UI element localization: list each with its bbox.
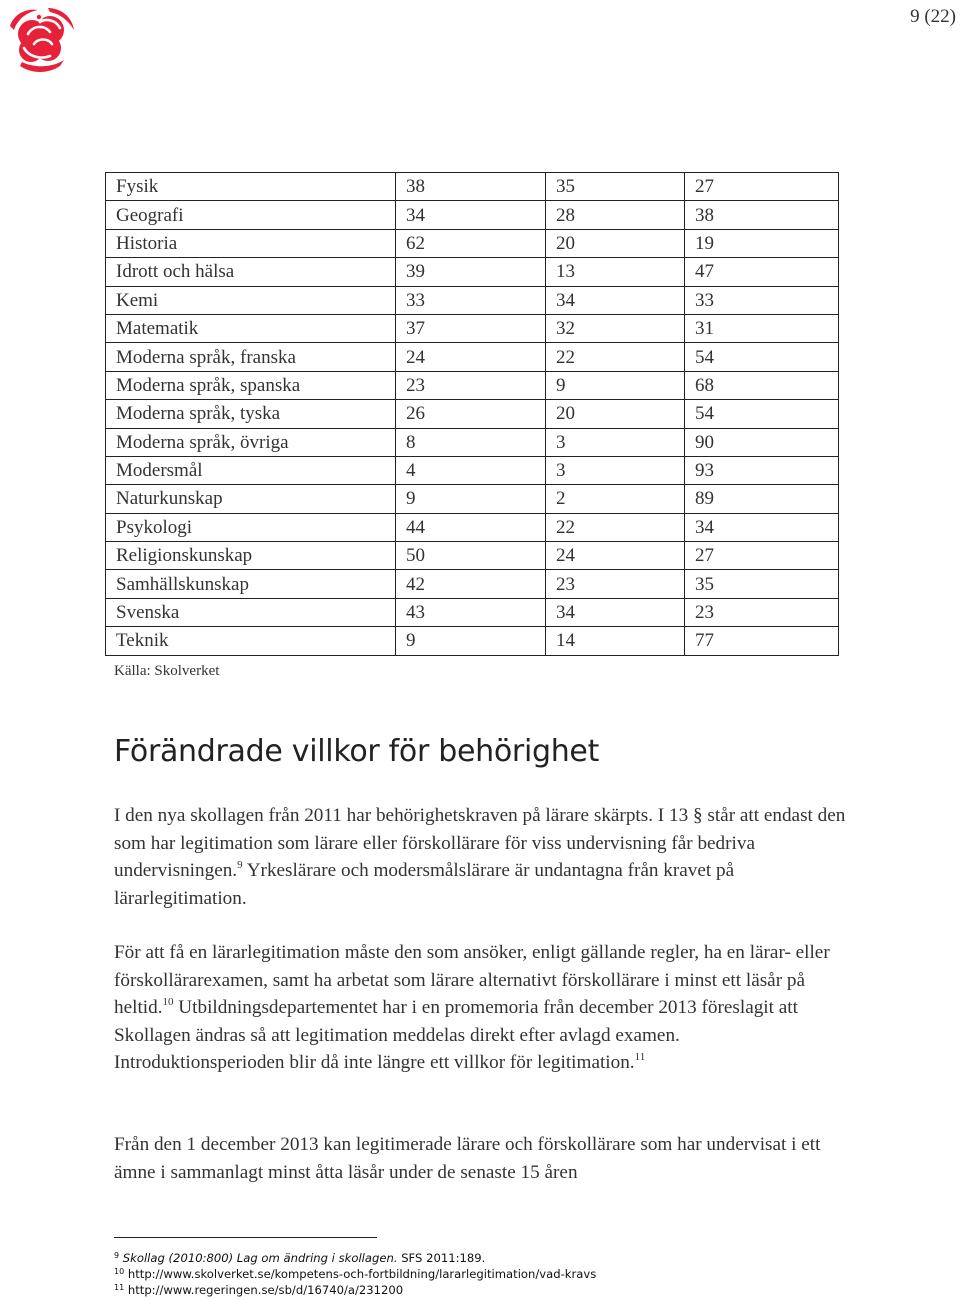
- value-cell: 34: [546, 598, 685, 626]
- subject-cell: Naturkunskap: [106, 485, 396, 513]
- subject-cell: Kemi: [106, 286, 396, 314]
- paragraph-2: För att få en lärarlegitimation måste den som ansöker, enligt gällande regler, ha en lärar- eller förskollärarexamen, samt ha arbetat som lärare alternativt förskollärare i minst ett läsår på heltid.$^{10}$ Utbildningsdepartementet har i en promemoria från december 2013 föreslagit att Skollagen ändras så att legitimation meddelas direkt efter avlagd examen. Introduktionsperioden blir då inte längre ett villkor för legitimation.$^{11}$: [114, 942, 830, 1073]
- subject-cell: Moderna språk, tyska: [106, 400, 396, 428]
- value-cell: 13: [546, 258, 685, 286]
- table-source: Källa: Skolverket: [114, 663, 220, 679]
- value-cell: 20: [546, 229, 685, 257]
- value-cell: 32: [546, 314, 685, 342]
- value-cell: 23: [685, 598, 839, 626]
- table-row: [106, 371, 839, 399]
- value-cell: 43: [396, 598, 546, 626]
- footnote-item: $^9$ Skollag (2010:800) Lag om ändring i skollagen. SFS 2011:189.: [114, 1251, 486, 1265]
- value-cell: 54: [685, 343, 839, 371]
- table-row: [106, 570, 839, 598]
- table-row: [106, 598, 839, 626]
- value-cell: 8: [396, 428, 546, 456]
- value-cell: 3: [546, 456, 685, 484]
- table-row: [106, 286, 839, 314]
- footnote-link: http://www.regeringen.se/sb/d/16740/a/231200: [127, 1283, 404, 1297]
- value-cell: 24: [546, 542, 685, 570]
- value-cell: 3: [546, 428, 685, 456]
- table-row: [106, 485, 839, 513]
- table-row: [106, 428, 839, 456]
- value-cell: 26: [396, 400, 546, 428]
- section-heading: Förändrade villkor för behörighet: [114, 734, 600, 769]
- value-cell: 93: [685, 456, 839, 484]
- value-cell: 2: [546, 485, 685, 513]
- value-cell: 77: [685, 627, 839, 655]
- value-cell: 28: [546, 201, 685, 229]
- table-row: [106, 229, 839, 257]
- value-cell: 68: [685, 371, 839, 399]
- subject-cell: Samhällskunskap: [106, 570, 396, 598]
- value-cell: 23: [396, 371, 546, 399]
- value-cell: 20: [546, 400, 685, 428]
- value-cell: 35: [685, 570, 839, 598]
- value-cell: 22: [546, 343, 685, 371]
- value-cell: 39: [396, 258, 546, 286]
- value-cell: 50: [396, 542, 546, 570]
- subject-cell: Svenska: [106, 598, 396, 626]
- table-row: [106, 343, 839, 371]
- value-cell: 24: [396, 343, 546, 371]
- value-cell: 38: [685, 201, 839, 229]
- value-cell: 38: [396, 173, 546, 201]
- subject-cell: Psykologi: [106, 513, 396, 541]
- value-cell: 31: [685, 314, 839, 342]
- footnote-ref-10: 10: [162, 996, 174, 1008]
- value-cell: 19: [685, 229, 839, 257]
- value-cell: 37: [396, 314, 546, 342]
- subject-cell: Idrott och hälsa: [106, 258, 396, 286]
- subject-cell: Moderna språk, övriga: [106, 428, 396, 456]
- value-cell: 9: [546, 371, 685, 399]
- value-cell: 34: [546, 286, 685, 314]
- value-cell: 35: [546, 173, 685, 201]
- subject-cell: Modersmål: [106, 456, 396, 484]
- value-cell: 47: [685, 258, 839, 286]
- value-cell: 22: [546, 513, 685, 541]
- page-number: 9 (22): [910, 6, 956, 27]
- rose-logo-icon: [4, 4, 78, 78]
- subject-cell: Religionskunskap: [106, 542, 396, 570]
- table-row: [106, 456, 839, 484]
- table-row: [106, 201, 839, 229]
- paragraph-1: I den nya skollagen från 2011 har behörighetskraven på lärare skärpts. I 13 § står att endast den som har legitimation som lärare eller förskollärare för viss undervisning får bedriva undervisningen.$^9$ Yrkeslärare och modersmålslärare är undantagna från kravet på lärarlegitimation.: [114, 805, 846, 909]
- table-row: [106, 314, 839, 342]
- footnote-item[interactable]: $^{11}$ http://www.regeringen.se/sb/d/16740/a/231200: [114, 1283, 404, 1297]
- value-cell: 89: [685, 485, 839, 513]
- value-cell: 34: [685, 513, 839, 541]
- value-cell: 9: [396, 627, 546, 655]
- subject-cell: Moderna språk, franska: [106, 343, 396, 371]
- value-cell: 44: [396, 513, 546, 541]
- footnote-ref-11: 11: [634, 1051, 646, 1063]
- subject-cell: Geografi: [106, 201, 396, 229]
- table-row: [106, 627, 839, 655]
- table-row: [106, 400, 839, 428]
- value-cell: 27: [685, 173, 839, 201]
- subject-cell: Fysik: [106, 173, 396, 201]
- footnote-divider: [114, 1237, 377, 1238]
- value-cell: 34: [396, 201, 546, 229]
- subject-cell: Moderna språk, spanska: [106, 371, 396, 399]
- value-cell: 4: [396, 456, 546, 484]
- table-row: [106, 542, 839, 570]
- subject-cell: Teknik: [106, 627, 396, 655]
- subject-table: [105, 172, 839, 656]
- subject-cell: Historia: [106, 229, 396, 257]
- value-cell: 62: [396, 229, 546, 257]
- value-cell: 14: [546, 627, 685, 655]
- subject-cell: Matematik: [106, 314, 396, 342]
- value-cell: 9: [396, 485, 546, 513]
- footnotes: [114, 1250, 596, 1298]
- value-cell: 90: [685, 428, 839, 456]
- table-row: [106, 258, 839, 286]
- value-cell: 42: [396, 570, 546, 598]
- footnote-link: http://www.skolverket.se/kompetens-och-fortbildning/lararlegitimation/vad-kravs: [127, 1267, 597, 1281]
- section-sign: §: [692, 805, 703, 826]
- value-cell: 27: [685, 542, 839, 570]
- footnote-ref-9: 9: [237, 859, 243, 871]
- footnote-item[interactable]: $^{10}$ http://www.skolverket.se/kompetens-och-fortbildning/lararlegitimation/vad-kravs: [114, 1267, 597, 1281]
- table-row: [106, 513, 839, 541]
- value-cell: 23: [546, 570, 685, 598]
- paragraph-3: Från den 1 december 2013 kan legitimerade lärare och förskollärare som har undervisat i ett ämne i sammanlagt minst åtta läsår under de senaste 15 åren: [114, 1134, 821, 1183]
- value-cell: 33: [685, 286, 839, 314]
- value-cell: 33: [396, 286, 546, 314]
- table-row: [106, 173, 839, 201]
- value-cell: 54: [685, 400, 839, 428]
